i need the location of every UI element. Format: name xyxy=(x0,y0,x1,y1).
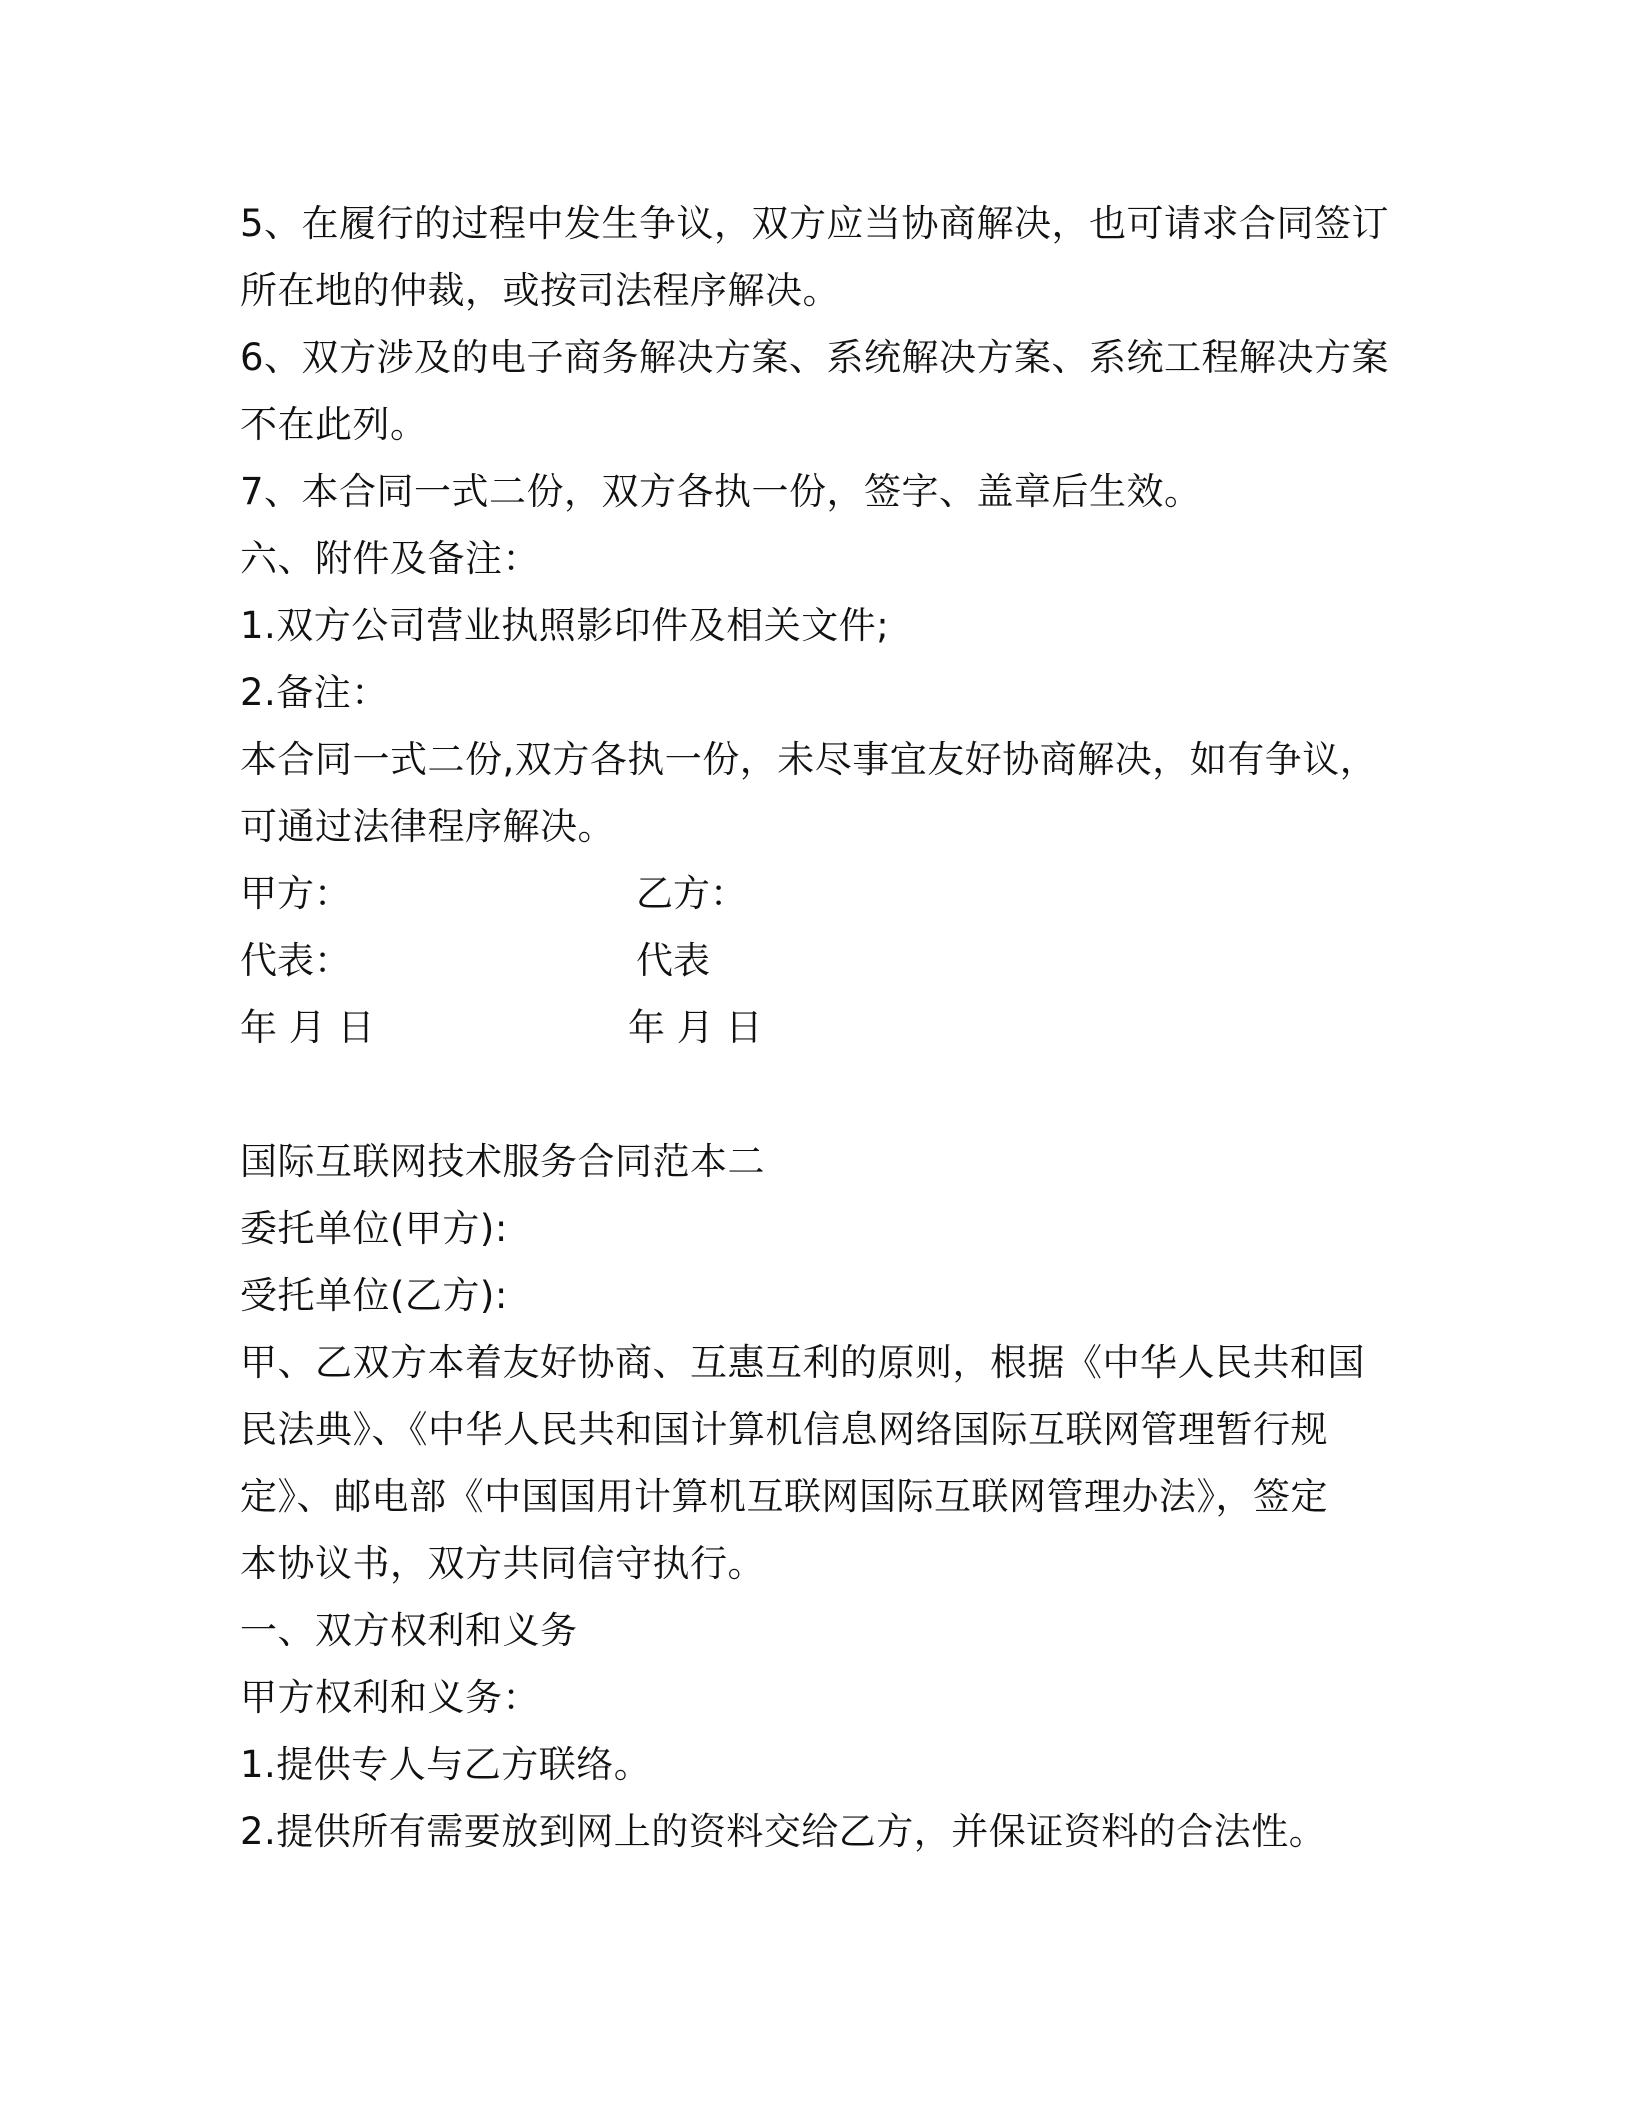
party-a-label: 甲方： xyxy=(240,872,351,915)
paragraph-line: 甲、乙双方本着友好协商、互惠互利的原则，根据《中华人民共和国 xyxy=(240,1341,1365,1384)
paragraph-line: 不在此列。 xyxy=(240,403,428,446)
date-a-label: 年 月 日 xyxy=(240,1006,375,1049)
party-b-label: 乙方： xyxy=(636,872,747,915)
rep-b-label: 代表 xyxy=(636,939,710,982)
signature-row-date xyxy=(240,994,1390,1061)
paragraph-line: 本协议书，双方共同信守执行。 xyxy=(240,1542,765,1585)
contract-terms-section xyxy=(240,190,1390,860)
paragraph-line: 7、本合同一式二份，双方各执一份，签字、盖章后生效。 xyxy=(240,470,1202,513)
paragraph-line: 定》、邮电部《中国国用计算机互联网国际互联网管理办法》，签定 xyxy=(240,1475,1328,1518)
signature-row-party xyxy=(240,860,1390,927)
section-heading: 一、双方权利和义务 xyxy=(240,1609,578,1652)
contract-title: 国际互联网技术服务合同范本二 xyxy=(240,1140,765,1183)
signature-row-representative xyxy=(240,927,1390,994)
subsection-heading: 甲方权利和义务： xyxy=(240,1676,540,1719)
paragraph-line: 1.提供专人与乙方联络。 xyxy=(240,1743,652,1786)
paragraph-line: 本合同一式二份,双方各执一份，未尽事宜友好协商解决，如有争议， xyxy=(240,738,1378,781)
paragraph-line: 1.双方公司营业执照影印件及相关文件; xyxy=(240,604,890,647)
paragraph-line: 6、双方涉及的电子商务解决方案、系统解决方案、系统工程解决方案 xyxy=(240,336,1390,379)
signature-block xyxy=(240,860,1390,1061)
paragraph-line: 5、在履行的过程中发生争议，双方应当协商解决，也可请求合同签订 xyxy=(240,202,1390,245)
section-spacer xyxy=(240,1061,1390,1128)
date-b-label: 年 月 日 xyxy=(628,1006,763,1049)
paragraph-line: 所在地的仲裁，或按司法程序解决。 xyxy=(240,269,840,312)
rep-a-label: 代表： xyxy=(240,939,351,982)
section-heading: 六、附件及备注： xyxy=(240,537,540,580)
document-page xyxy=(240,190,1390,1865)
paragraph-line: 可通过法律程序解决。 xyxy=(240,805,615,848)
paragraph-line: 2.备注： xyxy=(240,671,389,714)
paragraph-line: 委托单位(甲方): xyxy=(240,1207,508,1250)
paragraph-line: 2.提供所有需要放到网上的资料交给乙方，并保证资料的合法性。 xyxy=(240,1810,1327,1853)
paragraph-line: 受托单位(乙方): xyxy=(240,1274,508,1317)
paragraph-line: 民法典》、《中华人民共和国计算机信息网络国际互联网管理暂行规 xyxy=(240,1408,1328,1451)
contract-two-section xyxy=(240,1128,1390,1865)
